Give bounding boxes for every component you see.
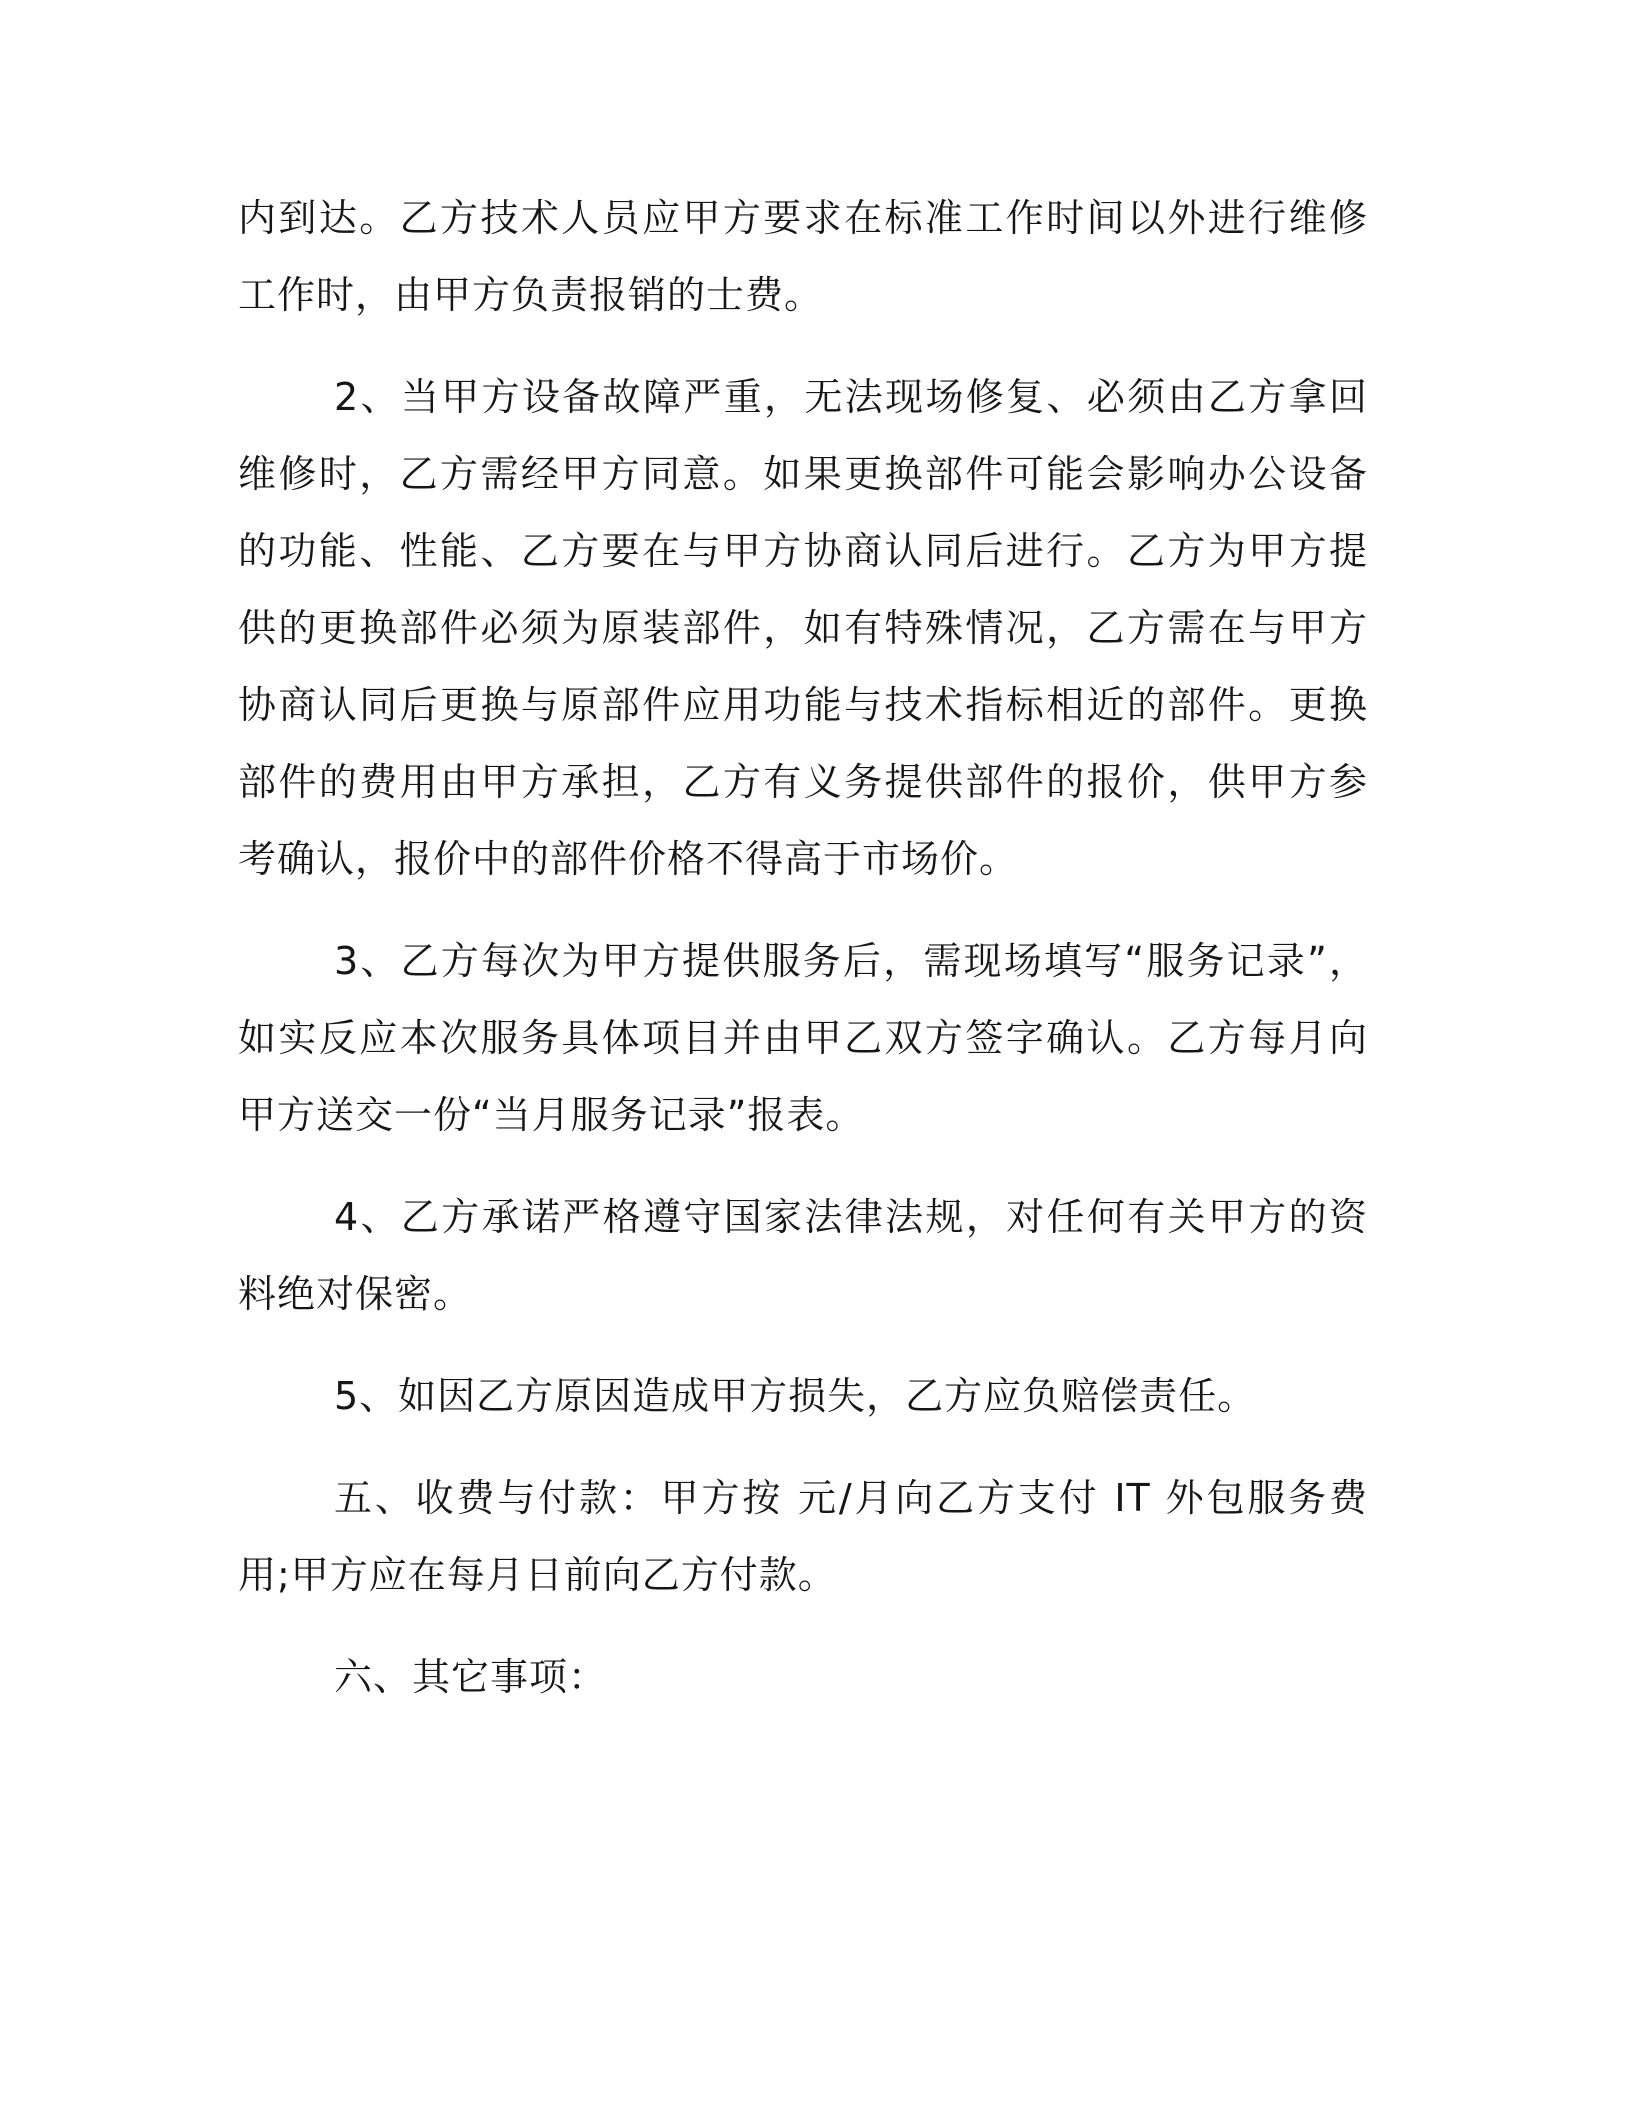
document-body [238, 180, 1368, 1741]
section-six-heading: 六、其它事项： [334, 1655, 608, 1699]
paragraph-item-4: 4、乙方承诺严格遵守国家法律法规，对任何有关甲方的资料绝对保密。 [238, 1195, 1368, 1316]
paragraph-continuation: 内到达。乙方技术人员应甲方要求在标准工作时间以外进行维修工作时，由甲方负责报销的士费。 [238, 196, 1368, 317]
paragraph-item-3: 3、乙方每次为甲方提供服务后，需现场填写“服务记录”，如实反应本次服务具体项目并由甲乙双方签字确认。乙方每月向甲方送交一份“当月服务记录”报表。 [238, 939, 1368, 1137]
paragraph-item-2: 2、当甲方设备故障严重，无法现场修复、必须由乙方拿回维修时，乙方需经甲方同意。如果更换部件可能会影响办公设备的功能、性能、乙方要在与甲方协商认同后进行。乙方为甲方提供的更换部件必须为原装部件，如有特殊情况，乙方需在与甲方协商认同后更换与原部件应用功能与技术指标相近的部件。更换部件的费用由甲方承担，乙方有义务提供部件的报价，供甲方参考确认，报价中的部件价格不得高于市场价。 [238, 375, 1368, 881]
paragraph-item-5: 5、如因乙方原因造成甲方损失，乙方应负赔偿责任。 [334, 1374, 1257, 1418]
section-five-fees: 五、收费与付款：甲方按 元/月向乙方支付 IT 外包服务费用;甲方应在每月日前向乙方付款。 [238, 1476, 1368, 1597]
